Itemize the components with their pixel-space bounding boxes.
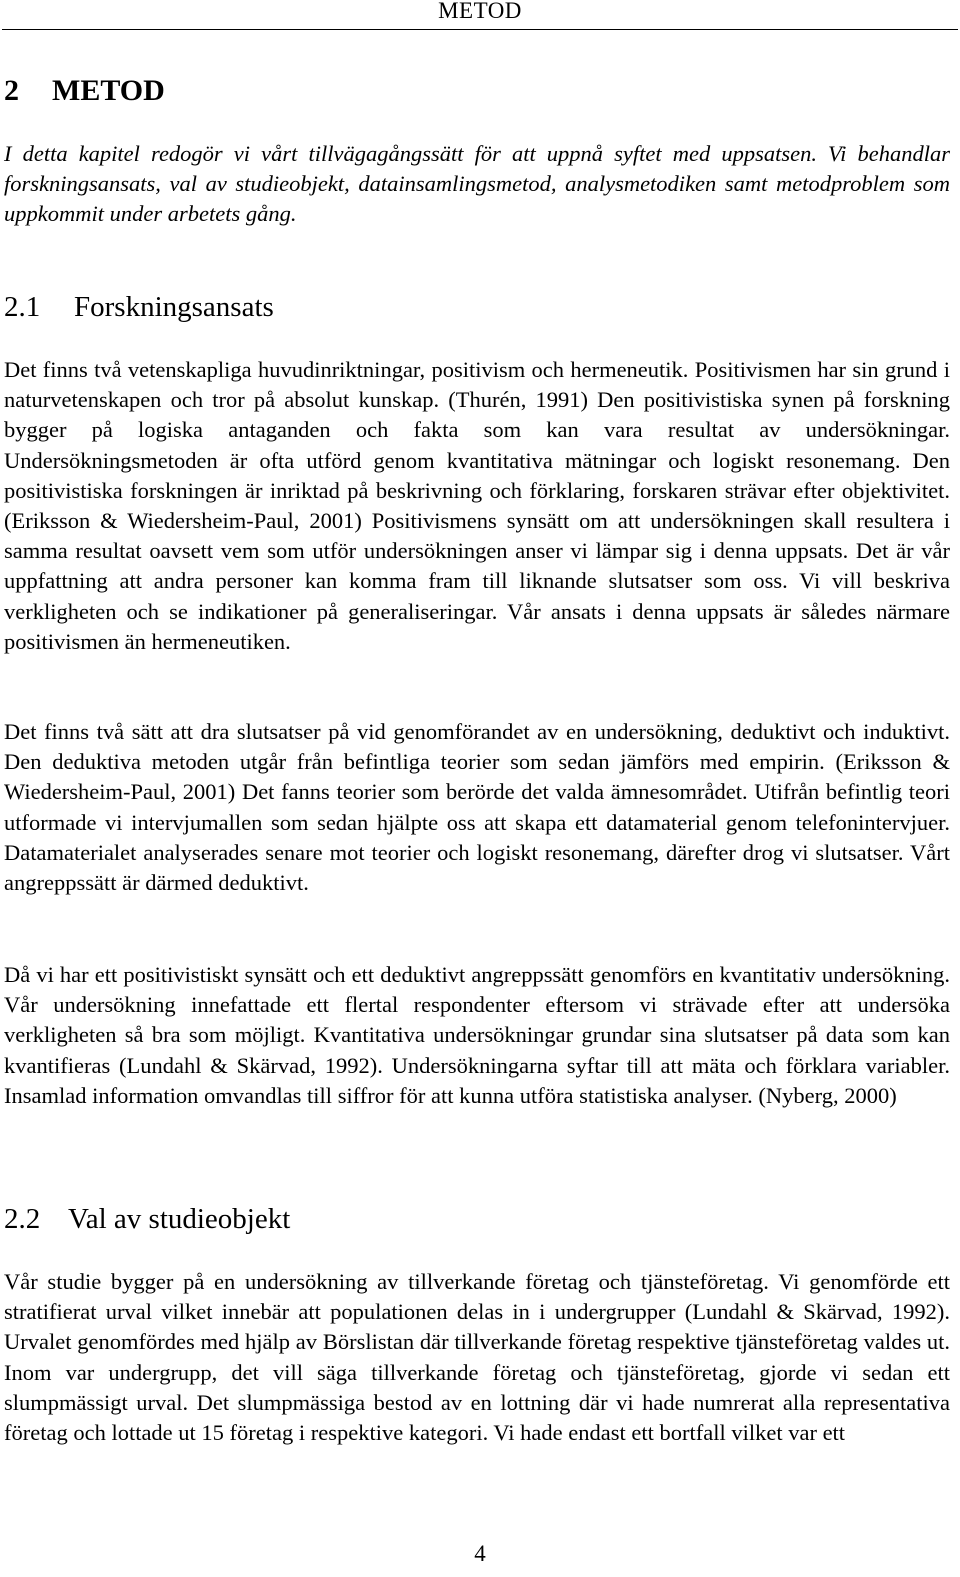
page-number: 4 [474,1541,486,1566]
section-title-text: Forskningsansats [74,291,274,323]
paragraph-urval: Vår studie bygger på en undersökning av tillverkande företag och tjänsteföretag. Vi genomförde ett stratifierat urval vilket innebär att populationen delas in i undergrupper (Lundahl & Skärvad, 1992). Urvalet genomfördes med hjälp av Börslistan där tillverkande företag respektive tjänsteföretag valdes ut. Inom var undergrupp, det vill säga tillverkande företag och tjänsteföretag, gjorde vi sedan ett slumpmässigt urval. Det slumpmässiga bestod av en lottning där vi hade numrerat alla representativa företag och lottade ut 15 företag i respektive kategori. Vi hade endast ett bortfall vilket var ett [4,1269,950,1446]
header-divider [2,29,958,30]
chapter-title [4,72,165,110]
paragraph-positivism: Det finns två vetenskapliga huvudinriktningar, positivism och hermeneutik. Positivismen har sin grund i naturvetenskapen och tror på absolut kunskap. (Thurén, 1991) Den positivistiska synen på forskning bygger på logiska antaganden och fakta som kan vara resultat av undersökningar. Undersökningsmetoden är ofta utförd genom kvantitativa mätningar och logiskt resonemang. Den positivistiska forskningen är inriktad på beskrivning och förklaring, forskaren strävar efter objektivitet. (Eriksson & Wiedersheim-Paul, 2001) Positivismens synsätt om att undersökningen skall resultera i samma resultat oavsett vem som utför undersökningen anser vi lämpar sig i denna uppsats. Det är vår uppfattning att andra personer kan komma fram till liknande slutsatser som oss. Vi vill beskriva verkligheten och se indikationer på generaliseringar. Vår ansats i denna uppsats är således närmare positivismen än hermeneutiken. [4,357,950,654]
paragraph-kvantitativ: Då vi har ett positivistiskt synsätt och ett deduktivt angreppssätt genomförs en kvantitativ undersökning. Vår undersökning innefattade ett flertal respondenter eftersom vi strävade efter att undersöka verkligheten så bra som möjligt. Kvantitativa undersökningar grundar sina slutsatser på data som kan kvantifieras (Lundahl & Skärvad, 1992). Undersökningarna syftar till att mäta och förklara variabler. Insamlad information omvandlas till siffror för att kunna utföra statistiska analyser. (Nyberg, 2000) [4,962,950,1108]
section-number: 2.2 [4,1203,41,1235]
chapter-number: 2 [4,74,19,107]
section-title-val-av-studieobjekt [4,1201,290,1237]
section-title-text: Val av studieobjekt [68,1203,291,1235]
chapter-intro: I detta kapitel redogör vi vårt tillvägagångssätt för att uppnå syftet med uppsatsen. Vi behandlar forskningsansats, val av studieobjekt, datainsamlingsmetod, analysmetodiken samt metodproblem som uppkommit under arbetets gång. [4,141,950,227]
section-number: 2.1 [4,291,41,323]
chapter-title-text: METOD [52,74,165,107]
paragraph-deduktiv: Det finns två sätt att dra slutsatser på vid genomförandet av en undersökning, deduktivt och induktivt. Den deduktiva metoden utgår från befintliga teorier som sedan jämförs med empirin. (Eriksson & Wiedersheim-Paul, 2001) Det fanns teorier som berörde det valda ämnesområdet. Utifrån befintlig teori utformade vi intervjumallen som sedan hjälpte oss att skapa ett datamaterial genom telefonintervjuer. Datamaterialet analyserades senare mot teorier och logiskt resonemang, därefter drog vi slutsatser. Vårt angreppssätt är därmed deduktivt. [4,719,950,896]
section-title-forskningsansats [4,289,274,325]
running-header: METOD [438,0,522,23]
